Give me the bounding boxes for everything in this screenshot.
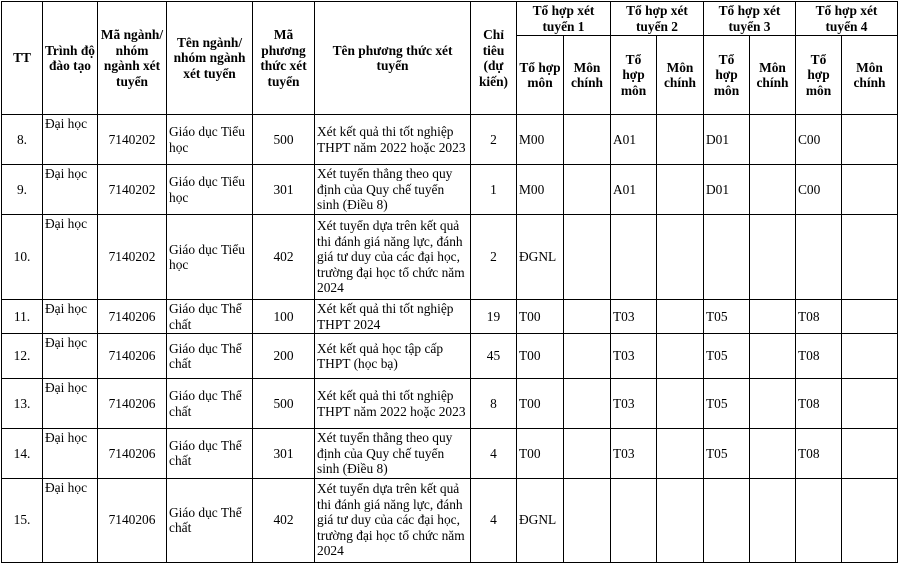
combo-3-subjects-cell: D01 bbox=[704, 165, 750, 215]
method-code-cell: 200 bbox=[253, 334, 315, 379]
combo-3-main-cell bbox=[750, 379, 796, 429]
major-name-cell: Giáo dục Tiểu học bbox=[167, 215, 253, 300]
combo-1-main-cell bbox=[564, 478, 611, 562]
quota-cell: 19 bbox=[471, 300, 517, 334]
header-to-hop-3: Tổ hợp xét tuyển 3 bbox=[704, 2, 796, 36]
method-name-cell: Xét kết quả thi tốt nghiệp THPT 2024 bbox=[315, 300, 471, 334]
header-ma-phuong-thuc: Mã phương thức xét tuyển bbox=[253, 2, 315, 115]
combo-2-subjects-cell: T03 bbox=[611, 334, 657, 379]
header-mon-chinh-1: Môn chính bbox=[564, 36, 611, 115]
combo-1-subjects-cell: T00 bbox=[517, 300, 564, 334]
combo-1-subjects-cell: T00 bbox=[517, 429, 564, 479]
combo-1-main-cell bbox=[564, 334, 611, 379]
method-code-cell: 301 bbox=[253, 165, 315, 215]
header-mon-chinh-2: Môn chính bbox=[657, 36, 704, 115]
table-row bbox=[2, 429, 898, 479]
header-tt: TT bbox=[2, 2, 43, 115]
row-number-cell: 10. bbox=[2, 215, 43, 300]
combo-3-subjects-cell: T05 bbox=[704, 379, 750, 429]
combo-4-main-cell bbox=[842, 379, 898, 429]
major-code-cell: 7140206 bbox=[98, 478, 167, 562]
combo-4-subjects-cell: C00 bbox=[796, 165, 842, 215]
header-ma-nganh: Mã ngành/ nhóm ngành xét tuyển bbox=[98, 2, 167, 115]
combo-3-subjects-cell: T05 bbox=[704, 429, 750, 479]
header-ten-phuong-thuc: Tên phương thức xét tuyển bbox=[315, 2, 471, 115]
combo-4-main-cell bbox=[842, 429, 898, 479]
table-row bbox=[2, 300, 898, 334]
method-name-cell: Xét kết quả học tập cấp THPT (học bạ) bbox=[315, 334, 471, 379]
row-number-cell: 14. bbox=[2, 429, 43, 479]
quota-cell: 2 bbox=[471, 215, 517, 300]
admissions-table bbox=[1, 1, 898, 563]
quota-cell: 45 bbox=[471, 334, 517, 379]
combo-4-main-cell bbox=[842, 478, 898, 562]
table-row bbox=[2, 215, 898, 300]
combo-2-main-cell bbox=[657, 334, 704, 379]
header-to-hop-mon-3: Tổ hợp môn bbox=[704, 36, 750, 115]
major-name-cell: Giáo dục Thể chất bbox=[167, 334, 253, 379]
combo-1-subjects-cell: M00 bbox=[517, 165, 564, 215]
combo-2-main-cell bbox=[657, 300, 704, 334]
combo-2-subjects-cell: A01 bbox=[611, 115, 657, 165]
header-to-hop-1: Tổ hợp xét tuyển 1 bbox=[517, 2, 611, 36]
header-ten-nganh: Tên ngành/ nhóm ngành xét tuyển bbox=[167, 2, 253, 115]
header-mon-chinh-4: Môn chính bbox=[842, 36, 898, 115]
combo-4-main-cell bbox=[842, 334, 898, 379]
method-name-cell: Xét kết quả thi tốt nghiệp THPT năm 2022 hoặc 2023 bbox=[315, 379, 471, 429]
header-to-hop-mon-1: Tổ hợp môn bbox=[517, 36, 564, 115]
combo-1-main-cell bbox=[564, 115, 611, 165]
major-name-cell: Giáo dục Tiểu học bbox=[167, 115, 253, 165]
method-code-cell: 402 bbox=[253, 215, 315, 300]
row-number-cell: 13. bbox=[2, 379, 43, 429]
combo-2-main-cell bbox=[657, 215, 704, 300]
combo-1-subjects-cell: M00 bbox=[517, 115, 564, 165]
table-body bbox=[2, 115, 898, 563]
major-name-cell: Giáo dục Thể chất bbox=[167, 379, 253, 429]
header-trinh-do: Trình độ đào tạo bbox=[43, 2, 98, 115]
combo-4-main-cell bbox=[842, 165, 898, 215]
training-level-cell: Đại học bbox=[43, 334, 98, 379]
combo-1-subjects-cell: ĐGNL bbox=[517, 215, 564, 300]
table-row bbox=[2, 165, 898, 215]
combo-1-subjects-cell: T00 bbox=[517, 334, 564, 379]
row-number-cell: 15. bbox=[2, 478, 43, 562]
row-number-cell: 11. bbox=[2, 300, 43, 334]
combo-3-main-cell bbox=[750, 300, 796, 334]
major-code-cell: 7140206 bbox=[98, 300, 167, 334]
method-name-cell: Xét tuyển dựa trên kết quả thi đánh giá năng lực, đánh giá tư duy của các đại học, trường đại học tổ chức năm 2024 bbox=[315, 478, 471, 562]
row-number-cell: 9. bbox=[2, 165, 43, 215]
method-code-cell: 500 bbox=[253, 115, 315, 165]
row-number-cell: 8. bbox=[2, 115, 43, 165]
combo-4-subjects-cell: T08 bbox=[796, 334, 842, 379]
header-to-hop-mon-4: Tổ hợp môn bbox=[796, 36, 842, 115]
combo-2-subjects-cell bbox=[611, 215, 657, 300]
major-code-cell: 7140202 bbox=[98, 215, 167, 300]
method-code-cell: 402 bbox=[253, 478, 315, 562]
combo-2-main-cell bbox=[657, 165, 704, 215]
combo-4-subjects-cell bbox=[796, 215, 842, 300]
combo-2-subjects-cell: T03 bbox=[611, 429, 657, 479]
major-name-cell: Giáo dục Thể chất bbox=[167, 429, 253, 479]
major-code-cell: 7140202 bbox=[98, 115, 167, 165]
training-level-cell: Đại học bbox=[43, 379, 98, 429]
combo-3-main-cell bbox=[750, 478, 796, 562]
combo-2-main-cell bbox=[657, 429, 704, 479]
method-name-cell: Xét tuyển dựa trên kết quả thi đánh giá năng lực, đánh giá tư duy của các đại học, trường đại học tổ chức năm 2024 bbox=[315, 215, 471, 300]
training-level-cell: Đại học bbox=[43, 165, 98, 215]
table-row bbox=[2, 478, 898, 562]
combo-2-subjects-cell: T03 bbox=[611, 379, 657, 429]
table-header bbox=[2, 2, 898, 115]
training-level-cell: Đại học bbox=[43, 300, 98, 334]
combo-3-main-cell bbox=[750, 215, 796, 300]
quota-cell: 8 bbox=[471, 379, 517, 429]
quota-cell: 2 bbox=[471, 115, 517, 165]
combo-3-main-cell bbox=[750, 165, 796, 215]
table-row bbox=[2, 115, 898, 165]
combo-4-main-cell bbox=[842, 300, 898, 334]
training-level-cell: Đại học bbox=[43, 478, 98, 562]
major-name-cell: Giáo dục Tiểu học bbox=[167, 165, 253, 215]
combo-2-subjects-cell: A01 bbox=[611, 165, 657, 215]
method-code-cell: 100 bbox=[253, 300, 315, 334]
header-chi-tieu: Chỉ tiêu (dự kiến) bbox=[471, 2, 517, 115]
row-number-cell: 12. bbox=[2, 334, 43, 379]
training-level-cell: Đại học bbox=[43, 429, 98, 479]
quota-cell: 1 bbox=[471, 165, 517, 215]
combo-2-subjects-cell bbox=[611, 478, 657, 562]
combo-4-subjects-cell: T08 bbox=[796, 429, 842, 479]
combo-1-main-cell bbox=[564, 165, 611, 215]
combo-2-main-cell bbox=[657, 478, 704, 562]
combo-3-subjects-cell bbox=[704, 215, 750, 300]
header-to-hop-2: Tổ hợp xét tuyển 2 bbox=[611, 2, 704, 36]
combo-4-subjects-cell: T08 bbox=[796, 300, 842, 334]
combo-3-subjects-cell: T05 bbox=[704, 300, 750, 334]
quota-cell: 4 bbox=[471, 478, 517, 562]
combo-4-subjects-cell: T08 bbox=[796, 379, 842, 429]
combo-3-main-cell bbox=[750, 115, 796, 165]
quota-cell: 4 bbox=[471, 429, 517, 479]
method-name-cell: Xét kết quả thi tốt nghiệp THPT năm 2022 hoặc 2023 bbox=[315, 115, 471, 165]
combo-2-main-cell bbox=[657, 379, 704, 429]
combo-3-subjects-cell: T05 bbox=[704, 334, 750, 379]
training-level-cell: Đại học bbox=[43, 115, 98, 165]
method-code-cell: 500 bbox=[253, 379, 315, 429]
combo-2-subjects-cell: T03 bbox=[611, 300, 657, 334]
training-level-cell: Đại học bbox=[43, 215, 98, 300]
combo-3-main-cell bbox=[750, 429, 796, 479]
header-row-1 bbox=[2, 2, 898, 36]
combo-4-subjects-cell: C00 bbox=[796, 115, 842, 165]
combo-1-subjects-cell: T00 bbox=[517, 379, 564, 429]
combo-4-main-cell bbox=[842, 215, 898, 300]
major-code-cell: 7140202 bbox=[98, 165, 167, 215]
method-code-cell: 301 bbox=[253, 429, 315, 479]
table-row bbox=[2, 379, 898, 429]
combo-2-main-cell bbox=[657, 115, 704, 165]
major-code-cell: 7140206 bbox=[98, 429, 167, 479]
combo-1-main-cell bbox=[564, 300, 611, 334]
major-name-cell: Giáo dục Thể chất bbox=[167, 300, 253, 334]
header-mon-chinh-3: Môn chính bbox=[750, 36, 796, 115]
major-code-cell: 7140206 bbox=[98, 379, 167, 429]
table-row bbox=[2, 334, 898, 379]
header-to-hop-4: Tổ hợp xét tuyển 4 bbox=[796, 2, 898, 36]
combo-3-subjects-cell: D01 bbox=[704, 115, 750, 165]
header-to-hop-mon-2: Tổ hợp môn bbox=[611, 36, 657, 115]
method-name-cell: Xét tuyển thẳng theo quy định của Quy chế tuyển sinh (Điều 8) bbox=[315, 165, 471, 215]
combo-1-main-cell bbox=[564, 215, 611, 300]
combo-1-subjects-cell: ĐGNL bbox=[517, 478, 564, 562]
combo-1-main-cell bbox=[564, 379, 611, 429]
combo-1-main-cell bbox=[564, 429, 611, 479]
combo-4-subjects-cell bbox=[796, 478, 842, 562]
combo-3-main-cell bbox=[750, 334, 796, 379]
method-name-cell: Xét tuyển thẳng theo quy định của Quy chế tuyển sinh (Điều 8) bbox=[315, 429, 471, 479]
combo-4-main-cell bbox=[842, 115, 898, 165]
major-code-cell: 7140206 bbox=[98, 334, 167, 379]
combo-3-subjects-cell bbox=[704, 478, 750, 562]
major-name-cell: Giáo dục Thể chất bbox=[167, 478, 253, 562]
